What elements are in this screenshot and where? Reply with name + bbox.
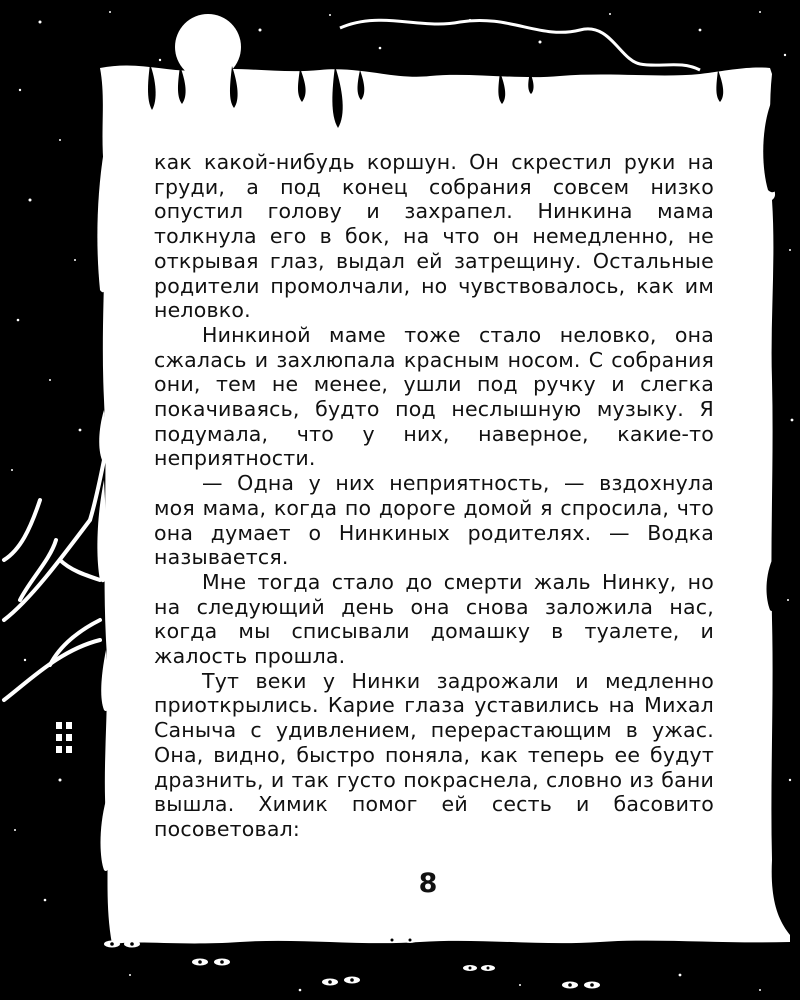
page-text [154,150,714,842]
page-number: 8 [418,868,438,899]
tree-branches [4,460,104,700]
vine-decoration [340,20,700,70]
window-lights [56,722,72,753]
paragraph-2: Нинкиной маме тоже стало неловко, она сжалась и захлюпала красным носом. С собрания они, тем не менее, ушли под ручку и слегка покачиваясь, будто под неслышную музыку. Я подумала, что у них, наверное, какие-то неприятности. [154,322,714,471]
paragraph-1: как какой-нибудь коршун. Он скрестил руки на груди, а под конец собрания совсем низко опустил голову и захрапел. Нинкина мама толкнула его в бок, на что он немедленно, не открывая глаз, выдал ей затрещину. Остальные родители промолчали, но чувствовалось, как им неловко. [154,150,714,323]
paragraph-3: — Одна у них неприятность, — вздохнула моя мама, когда по дороге домой я спросила, что она думает о Нинкиных родителях. — Водка называется. [154,471,714,570]
paragraph-5: Тут веки у Нинки задрожали и медленно приоткрылись. Карие глаза уставились на Михал Саныча с удивлением, перерастающим в ужас. Она, видно, быстро поняла, как теперь ее будут дразнить, и так густо покраснела, словно из бани вышла. Химик помог ей сесть и басовито посоветовал: [154,668,714,841]
glowing-eyes [104,937,600,989]
paragraph-4: Мне тогда стало до смерти жаль Нинку, но на следующий день она снова заложила нас, когда мы списывали домашку в туалете, и жалость прошла. [154,569,714,669]
